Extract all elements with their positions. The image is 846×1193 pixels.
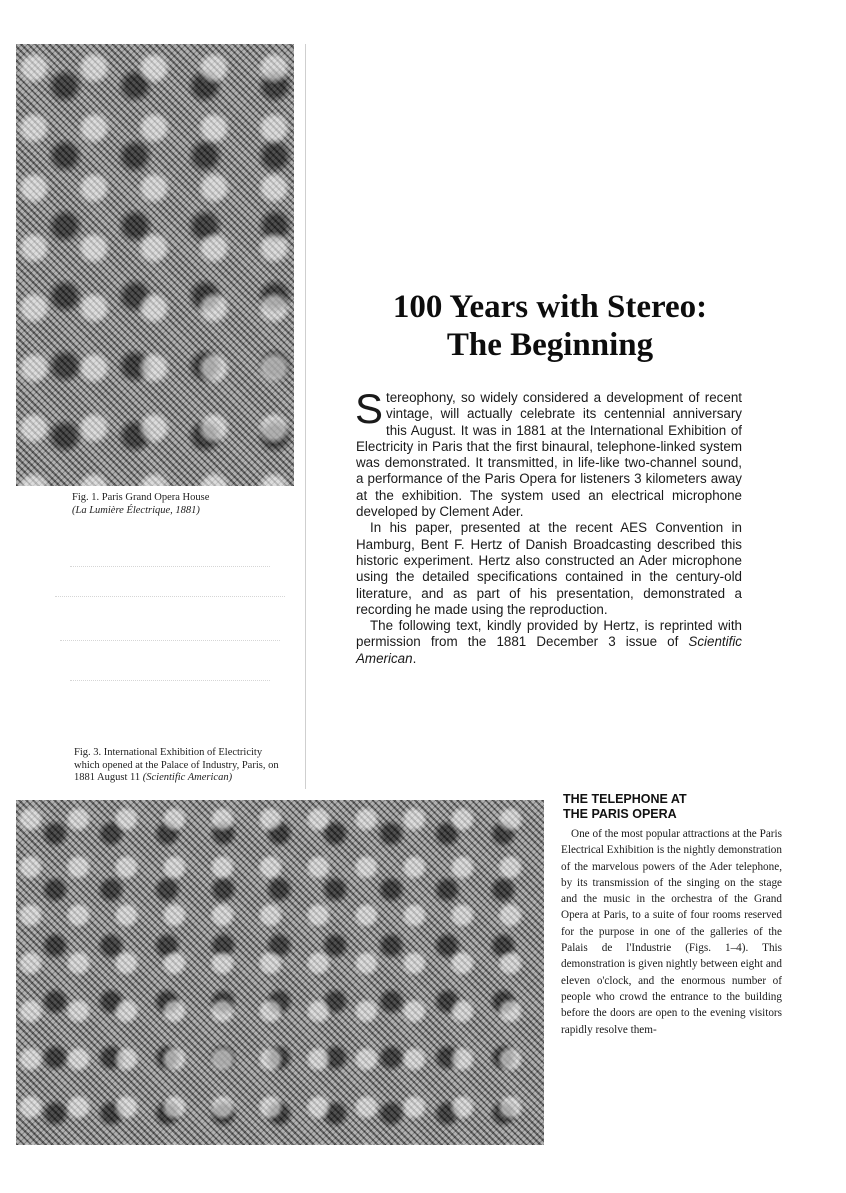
intro-paragraph-3-text: The following text, kindly provided by Hertz, is reprinted with permission from the 1881 December 3 issue of [356,618,742,650]
page-title [340,288,760,364]
show-through-line [70,680,270,682]
show-through-line [55,596,285,598]
section-heading-line-2: THE PARIS OPERA [563,807,677,821]
intro-paragraph-1 [355,385,742,520]
opera-house-photo [16,44,294,486]
drop-cap: S [355,385,384,432]
exhibition-hall-photo [16,800,544,1145]
intro-paragraph-3 [356,618,742,667]
figure-3-caption-text: International Exhibition of Electricity which opened at the Palace of Industry, Paris, on 1881 August 11 [74,747,279,783]
column-rule [305,44,306,789]
article-body [561,826,782,1038]
figure-3-caption [74,747,284,785]
show-through-line [70,566,270,568]
show-through-line [60,640,280,642]
section-heading [563,792,783,822]
figure-1-caption-text: Paris Grand Opera House [101,492,210,503]
title-line-1: 100 Years with Stereo: [392,289,708,325]
intro-paragraph-3-italic: Scientific American [356,634,742,666]
article-paragraph: One of the most popular attractions at the Paris Electrical Exhibition is the nightly demonstration of the marvelous powers of the Ader telephone, by its transmission of the singing on the stage and the music in the orchestra of the Grand Opera at Paris, to a suite of four rooms reserved for the purpose in one of the galleries of the Palais de l'Industrie (Figs. 1–4). This demonstration is given nightly between eight and eleven o'clock, and the enormous number of people who crowd the entrance to the building before the doors are open to the evening visitors rapidly resolve them- [561,828,782,1036]
intro-paragraph-3-end: . [412,650,417,666]
intro-paragraph-1-text: tereophony, so widely considered a development of recent vintage, will actually celebrate its centennial anniversary this August. It was in 1881 at the International Exhibition of Electricity in Paris that the first binaural, telephone-linked system was demonstrated. It transmitted, in life-like two-channel sound, a performance of the Paris Opera for listeners 3 kilometers away at the exhibition. The system used an electrical microphone developed by Clement Ader. [356,390,742,520]
figure-1-caption [72,492,292,517]
figure-3-label: Fig. 3. [74,747,102,758]
figure-1-source: (La Lumière Électrique, 1881) [72,504,200,516]
section-heading-line-1: THE TELEPHONE AT [563,792,687,806]
intro-paragraph-2: In his paper, presented at the recent AES Convention in Hamburg, Bent F. Hertz of Danish Broadcasting described this historic experiment. Hertz also constructed an Ader microphone using the detailed specifications contained in the century-old literature, and as part of his presentation, demonstrated a recording he made using the reproduction. [356,520,742,617]
figure-1-label: Fig. 1. [72,492,100,503]
title-line-2: The Beginning [446,327,654,363]
figure-3-source: (Scientific American) [142,772,233,783]
intro-text [355,385,742,667]
